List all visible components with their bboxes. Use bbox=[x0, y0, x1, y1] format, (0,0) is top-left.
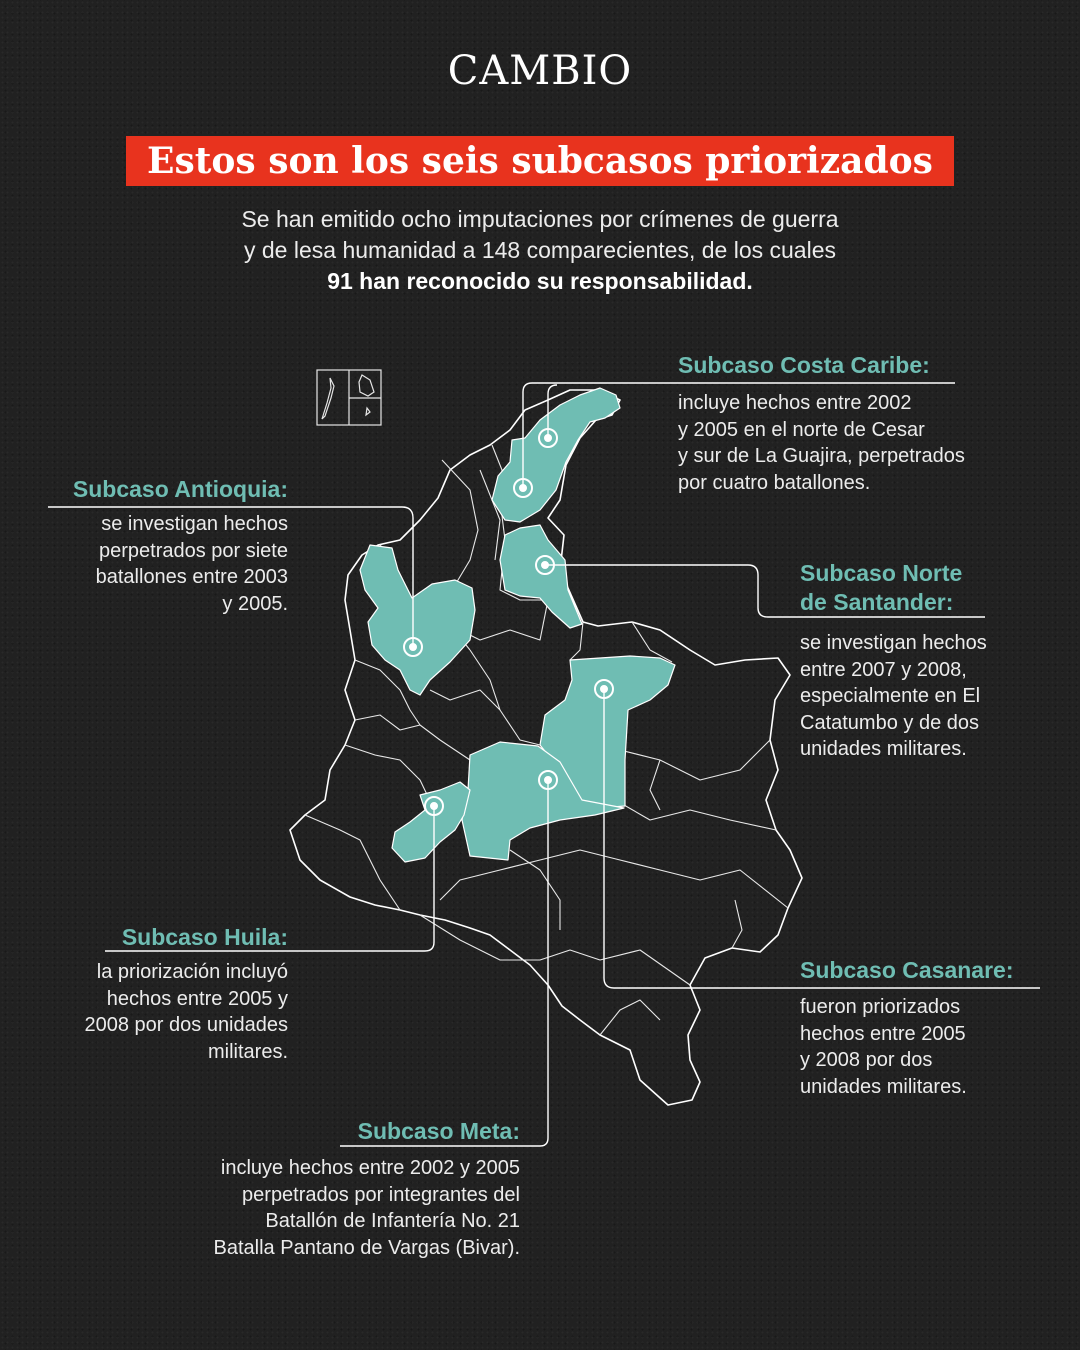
region-antioquia bbox=[360, 545, 475, 695]
label-antioquia: Subcaso Antioquia: bbox=[72, 476, 288, 502]
desc-antioquia bbox=[40, 511, 288, 617]
label-costa-caribe: Subcaso Costa Caribe: bbox=[678, 352, 930, 378]
intro-line-1: Se han emitido ocho imputaciones por crímenes de guerra bbox=[241, 206, 839, 232]
desc-line: por cuatro batallones. bbox=[678, 471, 871, 494]
desc-line: Catatumbo y de dos bbox=[800, 711, 979, 734]
label-meta: Subcaso Meta: bbox=[357, 1118, 520, 1144]
desc-line: se investigan hechos bbox=[101, 513, 288, 535]
desc-line: entre 2007 y 2008, bbox=[800, 658, 967, 681]
label-casanare: Subcaso Casanare: bbox=[800, 957, 1014, 983]
desc-line: se investigan hechos bbox=[800, 632, 987, 654]
desc-line: y sur de La Guajira, perpetrados bbox=[678, 445, 965, 467]
desc-line: Batalla Pantano de Vargas (Bivar). bbox=[213, 1236, 520, 1259]
region-huila bbox=[392, 782, 470, 862]
desc-line: y 2005. bbox=[222, 592, 288, 615]
desc-line: militares. bbox=[207, 1040, 288, 1063]
desc-line: unidades militares. bbox=[800, 738, 967, 760]
desc-line: perpetrados por siete bbox=[98, 539, 288, 562]
intro-line-2: y de lesa humanidad a 148 comparecientes, de los cuales bbox=[244, 237, 836, 263]
desc-line: batallones entre 2003 bbox=[95, 566, 288, 588]
label-norte-santander bbox=[800, 559, 962, 617]
desc-line: hechos entre 2005 bbox=[800, 1022, 966, 1045]
desc-line: 2008 por dos unidades bbox=[84, 1014, 288, 1036]
label-huila: Subcaso Huila: bbox=[121, 924, 288, 950]
page-title: Estos son los seis subcasos priorizados bbox=[147, 140, 933, 182]
desc-line: unidades militares. bbox=[800, 1075, 967, 1098]
desc-norte-santander bbox=[800, 630, 1060, 763]
label-line: Subcaso Norte bbox=[800, 560, 963, 586]
desc-line: fueron priorizados bbox=[800, 996, 961, 1018]
desc-line: perpetrados por integrantes del bbox=[242, 1183, 520, 1206]
desc-casanare bbox=[800, 994, 1060, 1100]
desc-huila bbox=[40, 959, 288, 1065]
desc-line: la priorización incluyó bbox=[96, 961, 288, 983]
label-line: de Santander: bbox=[800, 589, 954, 615]
desc-meta bbox=[120, 1155, 520, 1261]
desc-line: y 2008 por dos bbox=[800, 1049, 933, 1071]
intro-line-3: 91 han reconocido su responsabilidad. bbox=[327, 268, 753, 294]
desc-line: incluye hechos entre 2002 bbox=[678, 392, 912, 414]
region-norte-santander bbox=[500, 525, 582, 628]
brand-logo: CAMBIO bbox=[447, 48, 633, 94]
desc-line: incluye hechos entre 2002 y 2005 bbox=[220, 1157, 520, 1179]
desc-line: hechos entre 2005 y bbox=[106, 987, 288, 1010]
desc-line: y 2005 en el norte de Cesar bbox=[678, 418, 925, 441]
inset-locator-map bbox=[317, 370, 381, 425]
desc-line: especialmente en El bbox=[800, 685, 981, 707]
priority-regions bbox=[360, 388, 675, 862]
region-costa-caribe bbox=[492, 388, 620, 522]
desc-costa-caribe bbox=[678, 390, 1038, 496]
desc-line: Batallón de Infantería No. 21 bbox=[265, 1210, 520, 1232]
